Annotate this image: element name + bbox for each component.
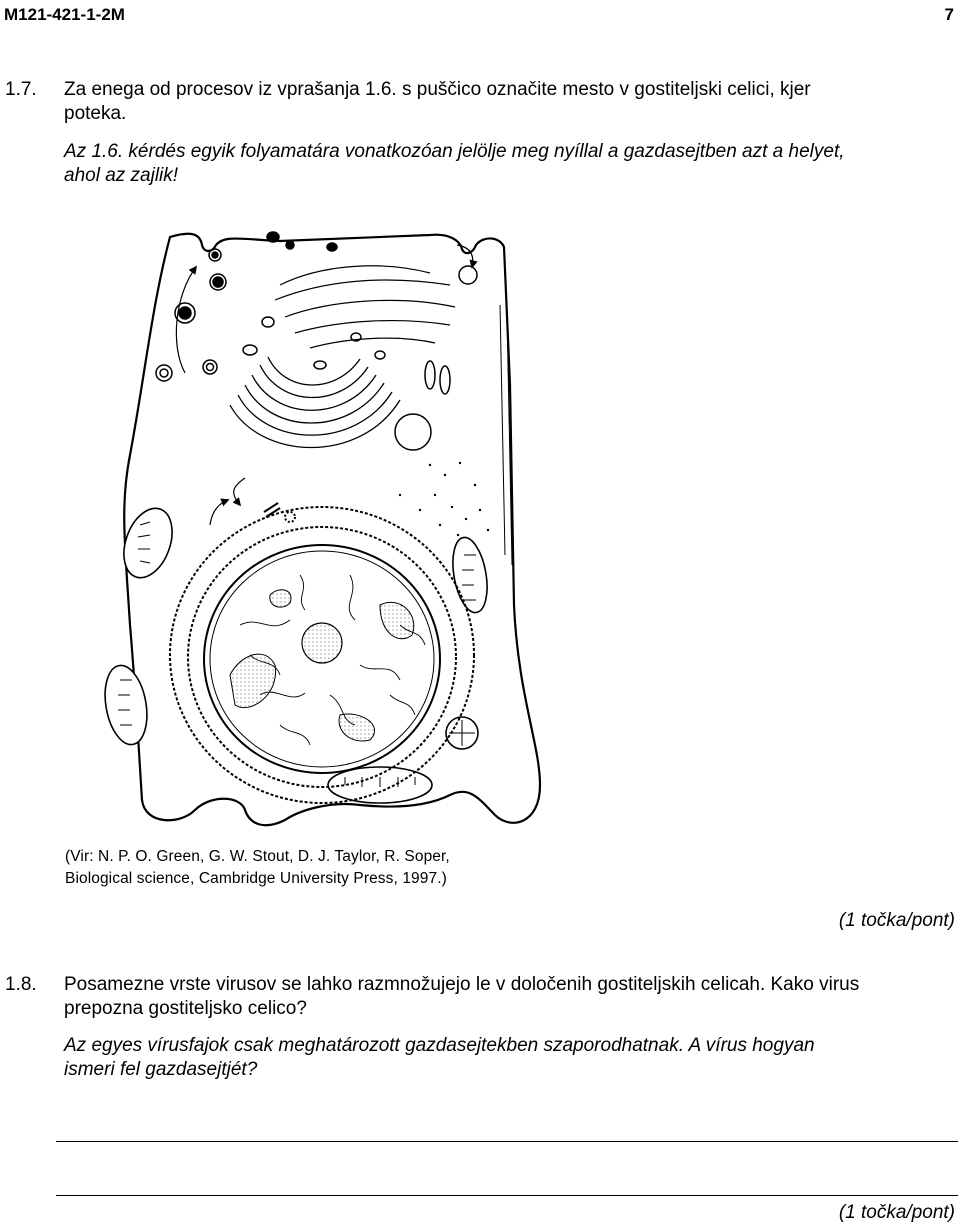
- question-1-7-slovene-line1: Za enega od procesov iz vprašanja 1.6. s puščico označite mesto v gostiteljski celici, kjer: [64, 79, 811, 100]
- centrioles: [264, 503, 295, 522]
- answer-line-2[interactable]: [56, 1195, 958, 1196]
- nucleolus: [302, 623, 342, 663]
- golgi-apparatus: [230, 357, 400, 448]
- figure-source-line2: Biological science, Cambridge University Press, 1997.): [65, 870, 447, 887]
- animal-cell-illustration: [100, 225, 560, 835]
- question-number-1-8: 1.8.: [5, 974, 37, 995]
- answer-line-1[interactable]: [56, 1141, 958, 1142]
- points-label-1-7: (1 točka/pont): [838, 910, 955, 931]
- question-1-7-hungarian-line2: ahol az zajlik!: [64, 165, 179, 186]
- page-number: 7: [944, 5, 954, 24]
- question-1-7-slovene-line2: poteka.: [64, 103, 127, 124]
- vesicles: [156, 232, 477, 450]
- question-1-8-slovene-line1: Posamezne vrste virusov se lahko razmnožujejo le v določenih gostiteljskih celicah. Kako virus: [64, 974, 860, 995]
- free-ribosomes: [399, 462, 489, 546]
- document-code: M121-421-1-2M: [4, 5, 125, 24]
- rough-er-top: [275, 266, 455, 348]
- question-1-8-hungarian-line1: Az egyes vírusfajok csak meghatározott gazdasejtekben szaporodhatnak. A vírus hogyan: [64, 1035, 815, 1056]
- question-1-7-hungarian-line1: Az 1.6. kérdés egyik folyamatára vonatkozóan jelölje meg nyíllal a gazdasejtben azt a helyet,: [64, 141, 845, 162]
- question-1-8-slovene-line2: prepozna gostiteljsko celico?: [64, 998, 307, 1019]
- points-label-1-8: (1 točka/pont): [838, 1202, 955, 1223]
- nucleus: [212, 553, 432, 765]
- figure-source-line1: (Vir: N. P. O. Green, G. W. Stout, D. J. Taylor, R. Soper,: [65, 848, 450, 865]
- question-1-8-hungarian-line2: ismeri fel gazdasejtjét?: [64, 1059, 258, 1080]
- question-number-1-7: 1.7.: [5, 79, 37, 100]
